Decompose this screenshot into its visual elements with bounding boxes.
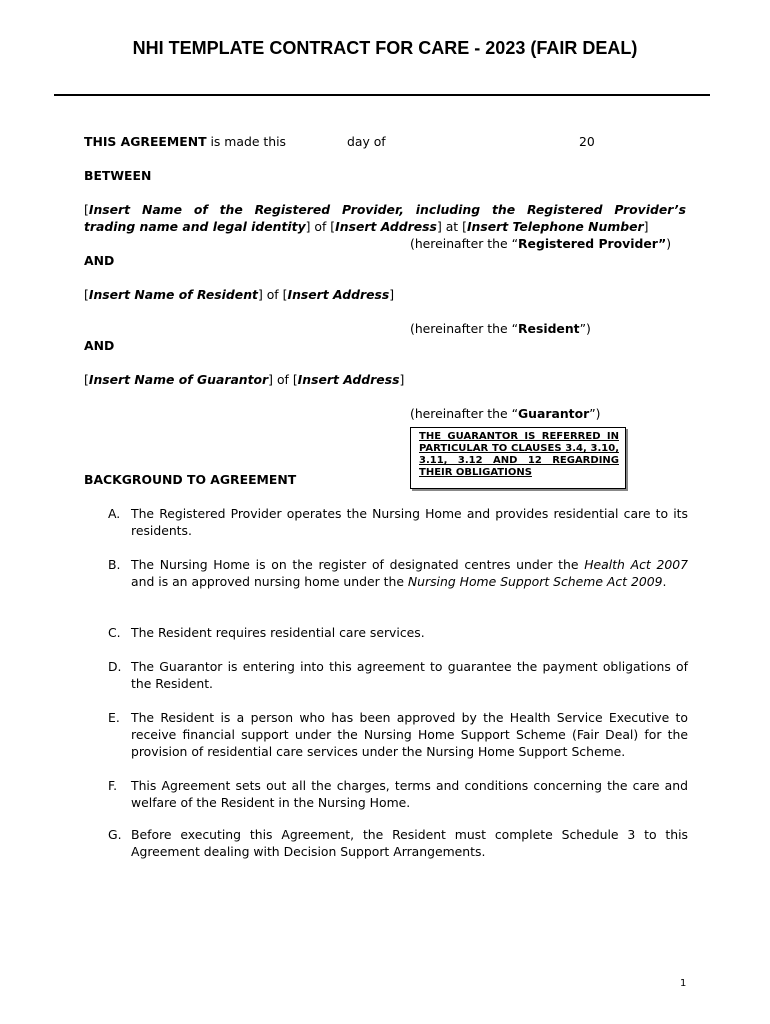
agreement-label: THIS AGREEMENT xyxy=(84,134,207,149)
guarantor-line: [Insert Name of Guarantor] of [Insert Address] xyxy=(84,372,405,387)
guarantor-note-text: THE GUARANTOR IS REFERRED IN PARTICULAR TO CLAUSES 3.4, 3.10, 3.11, 3.12 AND 12 REGARDING THEIR OBLIGATIONS xyxy=(419,431,619,478)
and-heading-2: AND xyxy=(84,338,115,353)
provider-line-2: trading name and legal identity] of [Insert Address] at [Insert Telephone Number] xyxy=(84,219,649,234)
agreement-made-this: is made this xyxy=(206,134,286,149)
provider-phone-insert: Insert Telephone Number xyxy=(466,219,644,234)
guarantor-note-box xyxy=(410,427,626,489)
background-item-f: F. This Agreement sets out all the charges, terms and conditions concerning the care and welfare of the Resident in the Nursing Home. xyxy=(108,778,688,810)
background-item-c: C. The Resident requires residential care services. xyxy=(108,625,425,640)
health-act-reference: Health Act 2007 xyxy=(584,557,688,572)
resident-address-insert: Insert Address xyxy=(287,287,390,302)
resident-line: [Insert Name of Resident] of [Insert Address] xyxy=(84,287,395,302)
document-title: NHI TEMPLATE CONTRACT FOR CARE - 2023 (FAIR DEAL) xyxy=(132,38,638,58)
page-number: 1 xyxy=(680,978,687,989)
agreement-year: 20 xyxy=(579,134,595,149)
resident-name-insert: Insert Name of Resident xyxy=(88,287,258,302)
background-item-d: D. The Guarantor is entering into this agreement to guarantee the payment obligations of the Resident. xyxy=(108,659,688,691)
nhss-act-reference: Nursing Home Support Scheme Act 2009 xyxy=(407,574,663,589)
guarantor-hereinafter: (hereinafter the “Guarantor”) xyxy=(410,406,601,421)
resident-hereinafter: (hereinafter the “Resident”) xyxy=(410,321,591,336)
provider-name-insert: Insert Name of the Registered Provider, including the Registered Provider’s xyxy=(88,202,686,217)
provider-line-1: [Insert Name of the Registered Provider, including the Registered Provider’s xyxy=(84,202,686,217)
provider-hereinafter: (hereinafter the “Registered Provider”) xyxy=(410,236,672,251)
title-divider xyxy=(54,94,710,96)
guarantor-defined-term: Guarantor xyxy=(518,406,590,421)
agreement-intro xyxy=(84,133,286,150)
and-heading-1: AND xyxy=(84,253,115,268)
provider-defined-term: Registered Provider” xyxy=(518,236,667,251)
between-heading: BETWEEN xyxy=(84,168,152,183)
background-item-a: A. The Registered Provider operates the Nursing Home and provides residential care to its residents. xyxy=(108,506,688,538)
provider-address-insert: Insert Address xyxy=(335,219,437,234)
provider-trading-name-insert: trading name and legal identity xyxy=(84,219,306,234)
background-heading: BACKGROUND TO AGREEMENT xyxy=(84,472,297,487)
background-item-e: E. The Resident is a person who has been approved by the Health Service Executive to receive financial support under the Nursing Home Support Scheme (Fair Deal) for the provision of residential care services under the Nursing Home Support Scheme. xyxy=(108,710,688,759)
agreement-day-of: day of xyxy=(347,134,386,149)
guarantor-address-insert: Insert Address xyxy=(297,372,400,387)
background-item-b: B. The Nursing Home is on the register of designated centres under the Health Act 2007 and is an approved nursing home under the Nursing Home Support Scheme Act 2009. xyxy=(108,557,688,589)
guarantor-name-insert: Insert Name of Guarantor xyxy=(88,372,269,387)
background-item-g: G. Before executing this Agreement, the Resident must complete Schedule 3 to this Agreement dealing with Decision Support Arrangements. xyxy=(108,827,688,859)
resident-defined-term: Resident xyxy=(518,321,580,336)
